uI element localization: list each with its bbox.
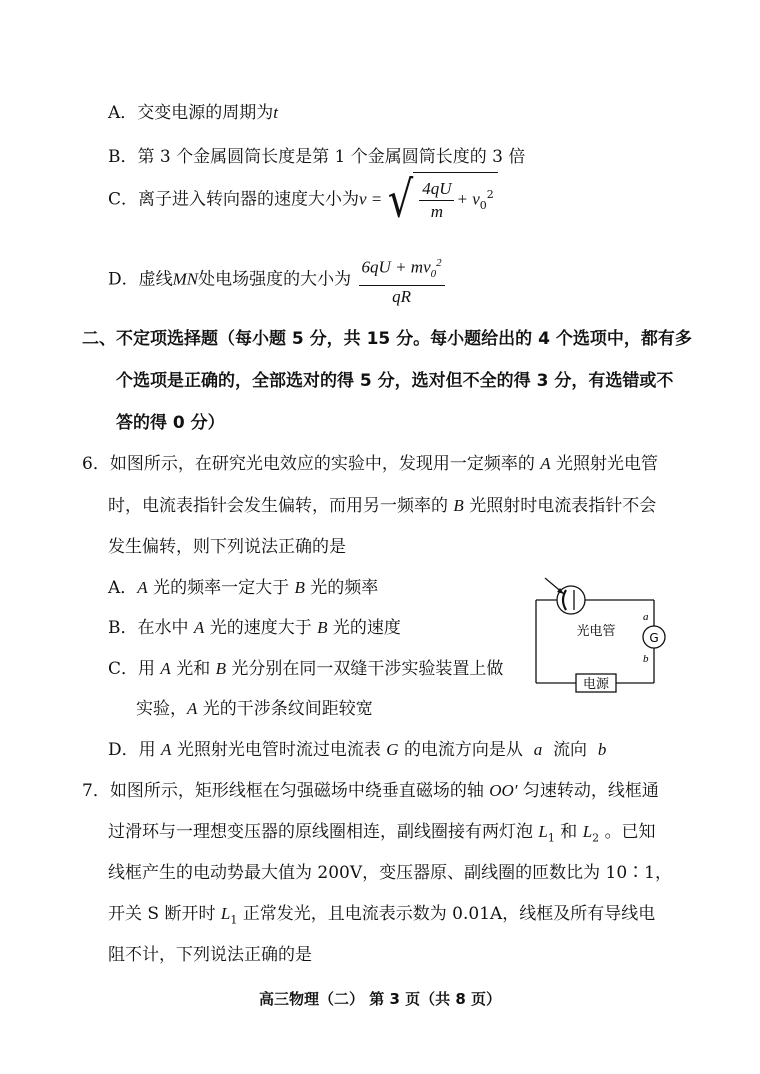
q6-l2-b: B <box>453 496 464 515</box>
q6-c2-a: A <box>187 699 198 718</box>
q5-c-plus-v: + v <box>456 189 480 209</box>
q7-l4-post: 正常发光，且电流表示数为 0.01A，线框及所有导线电 <box>242 904 656 924</box>
q5-d-sub: 0 <box>430 268 437 281</box>
section2-heading-line3: 答的得 0 分） <box>116 413 225 433</box>
section2-heading-line1: 二、不定项选择题（每小题 5 分，共 15 分。每小题给出的 4 个选项中，都有多 <box>82 329 692 349</box>
q6-option-d <box>108 739 606 761</box>
q6-a-mid: 光的频率一定大于 <box>153 578 290 598</box>
q7-l2-l2: L <box>582 822 593 841</box>
q6-c1-pre: C．用 <box>108 659 156 679</box>
galvanometer-label: G <box>649 631 659 645</box>
q5-d-mn: MN <box>172 269 199 289</box>
q5-d-post: 处电场强度的大小为 <box>198 269 352 290</box>
q6-a-a: A <box>137 578 148 597</box>
q5-option-b: B．第 3 个金属圆筒长度是第 1 个金属圆筒长度的 3 倍 <box>108 147 526 167</box>
q6-stem-line3: 发生偏转，则下列说法正确的是 <box>108 537 346 557</box>
q6-c1-b: B <box>215 659 227 678</box>
q6-d-mid3: 流向 <box>553 740 588 760</box>
q6-b-b: B <box>317 618 328 637</box>
q5-option-d <box>108 252 447 308</box>
q7-l4-l1: L <box>220 904 231 923</box>
q7-l2-l1: L <box>538 822 548 841</box>
q7-l1-axis: OO′ <box>489 781 518 800</box>
q6-b-a: A <box>193 618 205 637</box>
q6-c1-mid: 光和 <box>176 659 211 679</box>
q7-stem-line1 <box>82 780 659 802</box>
q7-l2-post: 。已知 <box>604 822 656 842</box>
q6-d-mid1: 光照射光电管时流过电流表 <box>176 740 381 760</box>
q5-option-c-text: C．离子进入转向器的速度大小为 <box>108 189 360 210</box>
q6-l1-post: 光照射光电管 <box>556 454 659 474</box>
q7-stem-line3: 线框产生的电动势最大值为 200V，变压器原、副线圈的匝数比为 10∶1， <box>108 863 672 883</box>
q5-d-denominator: qR <box>392 287 412 307</box>
q6-l1-pre: 6．如图所示，在研究光电效应的实验中，发现用一定频率的 <box>82 454 535 474</box>
q6-a-post: 光的频率 <box>310 578 379 598</box>
q5-d-fraction <box>359 252 445 308</box>
q7-stem-line5: 阻不计，下列说法正确的是 <box>108 945 312 965</box>
q6-d-g: G <box>386 740 399 759</box>
q7-l4-l1-sub: 1 <box>230 913 238 927</box>
power-source-label: 电源 <box>582 677 610 692</box>
q5-option-a-var: t <box>273 103 279 122</box>
q6-l1-a: A <box>540 454 551 473</box>
q5-c-sup: 2 <box>486 188 494 201</box>
q5-d-numerator <box>359 252 445 286</box>
q7-l2-l2-sub: 2 <box>592 831 600 845</box>
section2-heading-line2: 个选项是正确的，全部选对的得 5 分，选对但不全的得 3 分，有选错或不 <box>116 371 674 391</box>
q5-d-sup: 2 <box>436 257 442 269</box>
q5-option-c <box>108 172 498 228</box>
page-footer: 高三物理（二） 第 3 页（共 8 页） <box>259 990 501 1008</box>
q6-d-to: b <box>597 740 607 759</box>
q6-option-a <box>108 577 378 599</box>
q6-stem-line2 <box>108 495 656 517</box>
q5-c-sub: 0 <box>479 199 487 213</box>
q5-c-denominator: m <box>430 201 443 221</box>
q6-c2-pre: 实验， <box>136 699 187 719</box>
q7-l4-pre: 开关 S 断开时 <box>108 904 216 924</box>
q6-l2-pre: 时，电流表指针会发生偏转，而用另一频率的 <box>108 496 448 516</box>
q6-option-b <box>108 617 401 639</box>
q6-a-b: B <box>294 578 305 597</box>
q6-c1-a: A <box>160 659 171 678</box>
q5-option-a-text: A．交变电源的周期为 <box>108 103 274 123</box>
photoelectric-circuit-diagram <box>500 572 680 697</box>
q6-a-pre: A． <box>108 578 138 598</box>
q6-d-from: a <box>533 740 543 759</box>
sqrt-expression: √ $\frac{4qU}{m}$ + $v_0^2$ <box>388 172 498 228</box>
terminal-b-label: b <box>643 653 649 665</box>
q6-b-mid: 光的速度大于 <box>209 618 312 638</box>
q6-d-a: A <box>161 740 172 759</box>
q6-b-pre: B．在水中 <box>108 618 189 638</box>
q5-option-c-lhs: v = <box>359 189 383 209</box>
q5-d-pre: D．虚线 <box>108 269 173 290</box>
q6-d-pre: D．用 <box>108 740 156 760</box>
photo-tube-label: 光电管 <box>576 624 616 639</box>
terminal-a-label: a <box>643 611 649 623</box>
q5-c-numerator: 4qU <box>419 178 454 201</box>
q7-l1-pre: 7．如图所示，矩形线框在匀强磁场中绕垂直磁场的轴 <box>82 781 484 801</box>
q7-l2-pre: 过滑环与一理想变压器的原线圈相连，副线圈接有两灯泡 <box>108 822 533 842</box>
q6-c2-post: 光的干涉条纹间距较宽 <box>202 699 373 719</box>
q5-option-a <box>108 102 278 124</box>
q6-d-mid2: 的电流方向是从 <box>403 740 523 760</box>
q6-option-c-line2 <box>136 698 373 720</box>
q5-d-num-text: 6qU + mv <box>361 257 431 277</box>
q6-option-c-line1 <box>108 658 503 680</box>
q7-stem-line2 <box>108 821 656 849</box>
q7-stem-line4 <box>108 903 655 931</box>
q7-l2-l1-sub: 1 <box>547 831 555 845</box>
q6-c1-post: 光分别在同一双缝干涉实验装置上做 <box>231 659 504 679</box>
q7-l1-post: 匀速转动，线框通 <box>522 781 659 801</box>
q6-b-post: 光的速度 <box>332 618 401 638</box>
q6-stem-line1 <box>82 453 658 475</box>
q7-l2-and: 和 <box>560 822 578 842</box>
q6-l2-post: 光照射时电流表指针不会 <box>469 496 657 516</box>
